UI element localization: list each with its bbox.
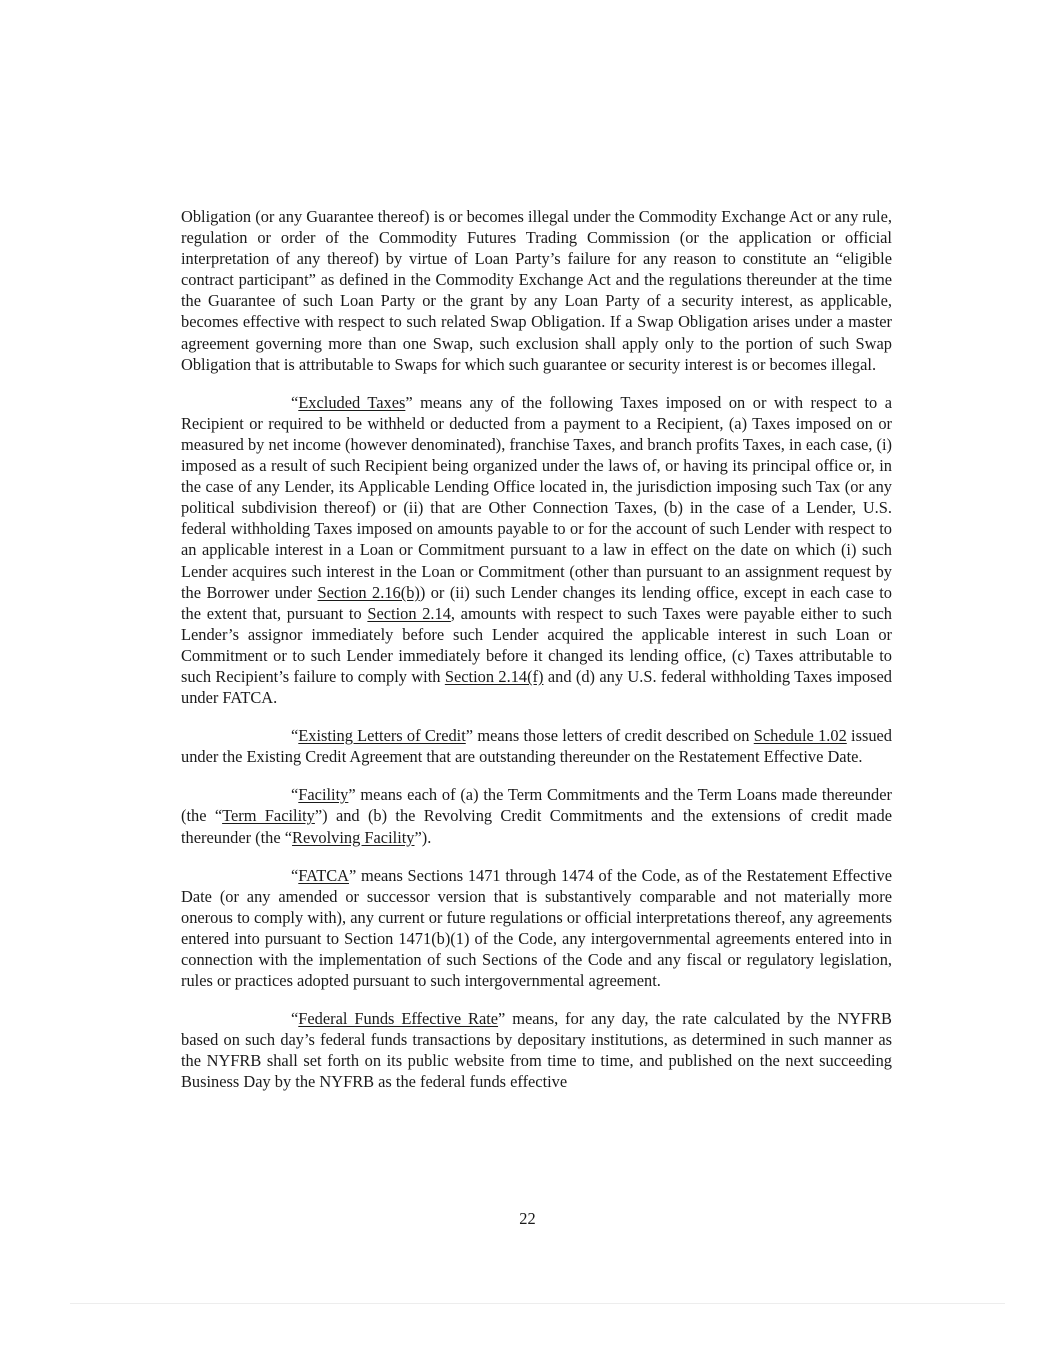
defined-term: Revolving Facility xyxy=(292,827,415,847)
defined-term: Federal Funds Effective Rate xyxy=(298,1009,499,1029)
definition-facility: “Facility” means each of (a) the Term Commitments and the Term Loans made thereunder (the “Term Facility”) and (b) the Revolving Credit Commitments and the extensions of credit made thereunder (the “Revolving Facility”). xyxy=(181,785,893,847)
defined-term: FATCA xyxy=(298,865,349,885)
defined-term: Facility xyxy=(298,785,349,805)
definition-federal-funds-effective-rate: “Federal Funds Effective Rate” means, for any day, the rate calculated by the NYFRB based on such day’s federal funds transactions by depositary institutions, as determined in such manner as the NYFRB shall set forth on its public website from time to time, and published on the next succeeding Business Day by the NYFRB as the federal funds effective xyxy=(181,1009,892,1092)
definition-existing-letters-of-credit: “Existing Letters of Credit” means those letters of credit described on Schedule 1.02 issued under the Existing Credit Agreement that are outstanding thereunder on the Restatement Effective Date. xyxy=(181,726,892,767)
scan-edge-divider xyxy=(70,1303,1005,1304)
section-reference: Section 2.14 xyxy=(367,603,451,623)
defined-term: Term Facility xyxy=(222,806,315,826)
section-reference: Section 2.14(f) xyxy=(444,666,544,686)
defined-term: Excluded Taxes xyxy=(298,392,406,412)
definition-excluded-taxes: “Excluded Taxes” means any of the following Taxes imposed on or with respect to a Recipient or required to be withheld or deducted from a payment to a Recipient, (a) Taxes imposed on or measured by net income (however denominated), franchise Taxes, and branch profits Taxes, in each case, (i) imposed as a result of such Recipient being organized under the laws of, or having its principal office or, in the case of any Lender, its Applicable Lending Office located in, the jurisdiction imposing such Tax (or any political subdivision thereof) or (ii) that are Other Connection Taxes, (b) in the case of a Lender, U.S. federal withholding Taxes imposed on amounts payable to or for the account of such Lender with respect to an applicable interest in a Loan or Commitment pursuant to a law in effect on the date on which (i) such Lender acquires such interest in the Loan or Commitment (other than pursuant to an assignment request by the Borrower under Section 2.16(b)) or (ii) such Lender changes its lending office, except in each case to the extent that, pursuant to Section 2.14, amounts with respect to such Taxes were payable either to such Lender’s assignor immediately before such Lender acquired the applicable interest in such Loan or Commitment or to such Lender immediately before it changed its lending office, (c) Taxes attributable to such Recipient’s failure to comply with Section 2.14(f) and (d) any U.S. federal withholding Taxes imposed under FATCA. xyxy=(181,392,893,708)
section-reference: Section 2.16(b) xyxy=(317,582,420,602)
page-number: 22 xyxy=(519,1209,536,1228)
paragraph-swap-obligation-continuation: Obligation (or any Guarantee thereof) is or becomes illegal under the Commodity Exchange Act or any rule, regulation or order of the Commodity Futures Trading Commission (or the application or official interpretation of any thereof) by virtue of Loan Party’s failure for any reason to constitute an “eligible contract participant” as defined in the Commodity Exchange Act and the regulations thereunder at the time the Guarantee of such Loan Party or the grant by any Loan Party of a security interest, as applicable, becomes effective with respect to such related Swap Obligation. If a Swap Obligation arises under a master agreement governing more than one Swap, such exclusion shall apply only to the portion of such Swap Obligation that is attributable to Swaps for which such guarantee or security interest is or becomes illegal. xyxy=(181,207,892,374)
defined-term: Existing Letters of Credit xyxy=(298,726,466,746)
definition-fatca: “FATCA” means Sections 1471 through 1474 of the Code, as of the Restatement Effective Date (or any amended or successor version that is substantively comparable and not materially more onerous to comply with), any current or future regulations or official interpretations thereof, any agreements entered into pursuant to Section 1471(b)(1) of the Code, any intergovernmental agreements entered into in connection with the implementation of such Sections of the Code and any fiscal or regulatory legislation, rules or practices adopted pursuant to such intergovernmental agreement. xyxy=(181,865,892,991)
document-body xyxy=(181,206,892,1110)
schedule-reference: Schedule 1.02 xyxy=(753,726,847,746)
